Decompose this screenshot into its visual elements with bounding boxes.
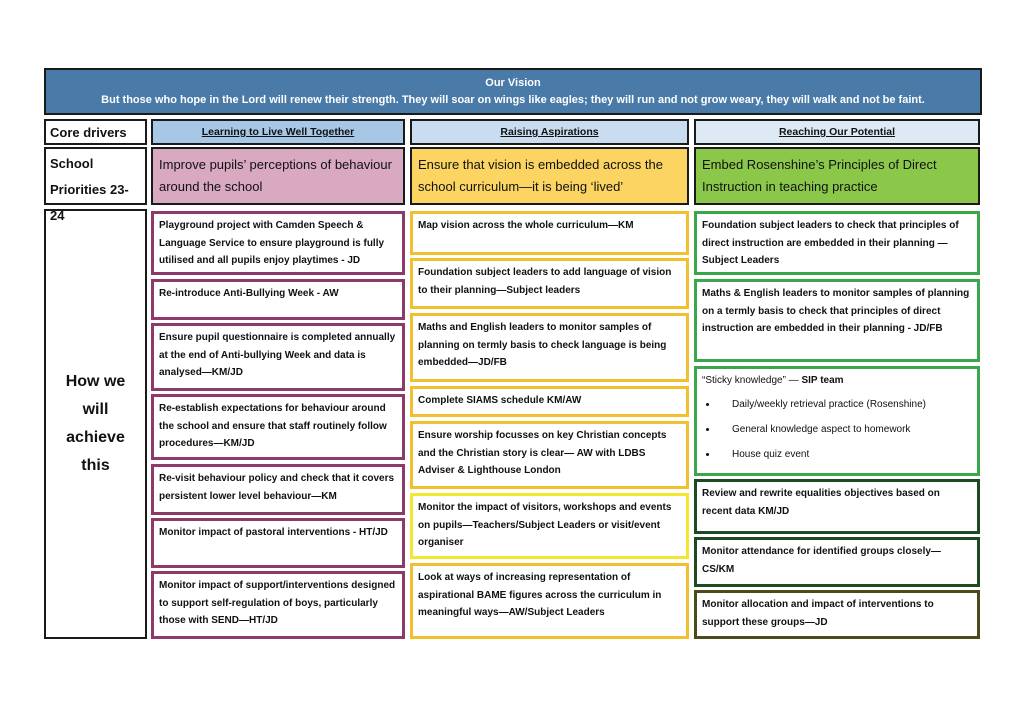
- list-item: • General knowledge aspect to homework: [718, 417, 972, 442]
- header-learning-to-live-well: Learning to Live Well Together: [151, 119, 405, 145]
- action-box: Foundation subject leaders to check that principles of direct instruction are embedded in their planning — Subject Leaders: [694, 211, 980, 275]
- header-raising-aspirations: Raising Aspirations: [410, 119, 689, 145]
- header-reaching-our-potential: Reaching Our Potential: [694, 119, 980, 145]
- action-box: Re-introduce Anti-Bullying Week - AW: [151, 279, 405, 320]
- vision-title: Our Vision: [485, 77, 541, 89]
- how-we-will-achieve-label: [44, 209, 147, 639]
- action-box: Monitor the impact of visitors, workshops and events on pupils—Teachers/Subject Leaders or visit/event organiser: [410, 493, 689, 559]
- sticky-knowledge-team: SIP team: [801, 375, 844, 386]
- priorities-label-line1: School: [50, 156, 94, 171]
- priorities-label-line2: Priorities 23-24: [50, 182, 129, 223]
- action-box: Ensure worship focusses on key Christian concepts and the Christian story is clear— AW with LDBS Adviser & Lighthouse London: [410, 421, 689, 489]
- sticky-knowledge-box: [694, 366, 980, 476]
- action-box: Re-establish expectations for behaviour around the school and ensure that staff routinely follow procedures—KM/JD: [151, 394, 405, 460]
- core-drivers-label: Core drivers: [44, 119, 147, 145]
- action-box: Monitor attendance for identified groups closely—CS/KM: [694, 537, 980, 587]
- action-box: Look at ways of increasing representation of aspirational BAME figures across the curriculum in meaningful ways—AW/Subject Leaders: [410, 563, 689, 639]
- action-box: Ensure pupil questionnaire is completed annually at the end of Anti-bullying Week and data is analysed—KM/JD: [151, 323, 405, 391]
- sticky-knowledge-prefix: “Sticky knowledge” —: [702, 375, 802, 386]
- action-box: Re-visit behaviour policy and check that it covers persistent lower level behaviour—KM: [151, 464, 405, 515]
- how-label-text: How we will achieve this: [65, 373, 126, 474]
- vision-banner: [44, 68, 982, 115]
- action-box: Maths & English leaders to monitor samples of planning on a termly basis to check that principles of direct instruction are embedded in their planning - JD/FB: [694, 279, 980, 362]
- action-box: Foundation subject leaders to add language of vision to their planning—Subject leaders: [410, 258, 689, 309]
- action-box: Map vision across the whole curriculum—KM: [410, 211, 689, 255]
- sticky-knowledge-list: [702, 392, 972, 467]
- priority-rosenshine: Embed Rosenshine’s Principles of Direct Instruction in teaching practice: [694, 147, 980, 205]
- vision-text: But those who hope in the Lord will renew their strength. They will soar on wings like eagles; they will run and not grow weary, they will walk and not be faint.: [101, 94, 925, 106]
- action-box: Review and rewrite equalities objectives based on recent data KM/JD: [694, 479, 980, 534]
- action-box: Monitor allocation and impact of interventions to support these groups—JD: [694, 590, 980, 639]
- action-box: Complete SIAMS schedule KM/AW: [410, 386, 689, 417]
- priority-vision-embedded: Ensure that vision is embedded across the school curriculum—it is being ‘lived’: [410, 147, 689, 205]
- list-item: • Daily/weekly retrieval practice (Rosenshine): [718, 392, 972, 417]
- action-box: Monitor impact of support/interventions designed to support self-regulation of boys, particularly those with SEND—HT/JD: [151, 571, 405, 639]
- action-box: Playground project with Camden Speech & Language Service to ensure playground is fully utilised and all pupils enjoy playtimes - JD: [151, 211, 405, 275]
- action-box: Maths and English leaders to monitor samples of planning on termly basis to check language is being embedded—JD/FB: [410, 313, 689, 382]
- action-box: Monitor impact of pastoral interventions - HT/JD: [151, 518, 405, 568]
- list-item: • House quiz event: [718, 442, 972, 467]
- school-priorities-label: [44, 147, 147, 223]
- priority-behaviour: Improve pupils’ perceptions of behaviour around the school: [151, 147, 405, 205]
